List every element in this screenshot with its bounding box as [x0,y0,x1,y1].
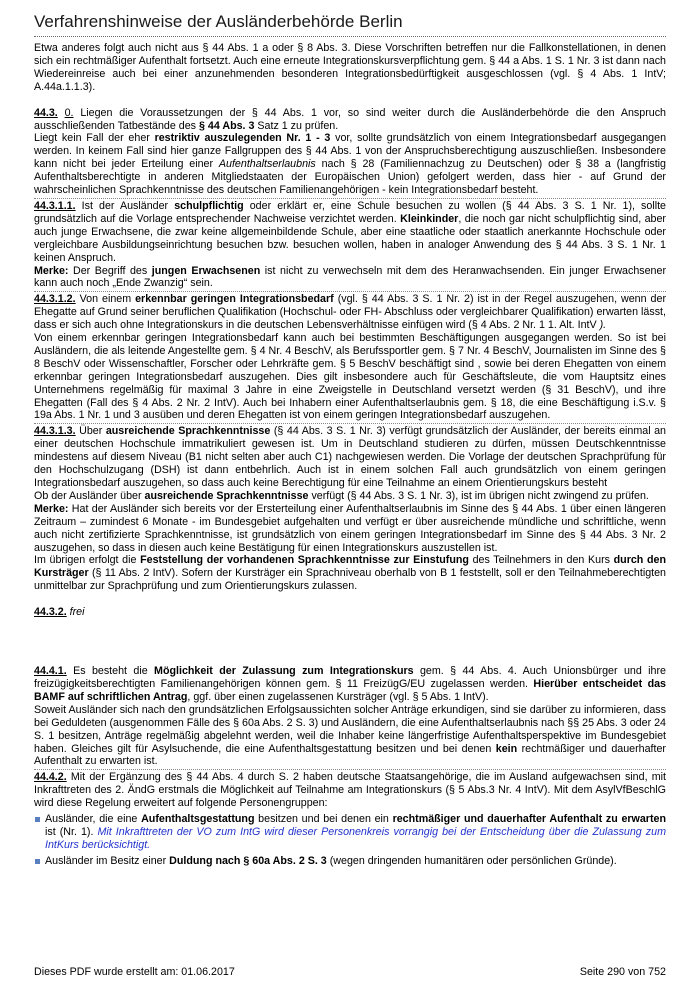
paragraph-text: (§ 11 Abs. 2 IntV). Sofern der Kursträger ein Sprachniveau oberhalb von B 1 feststellt, soll er den Teilnahmeberechtigten unmittelbar zur Sprachprüfung und zum Orientierungskurs zulassen. [34,567,666,593]
paragraph-intro [34,42,666,94]
paragraph-text: Es besteht die [66,665,155,678]
emphasis: erkennbar geringen Integrationsbedarf [135,293,334,306]
paragraph-text: Der Begriff des [68,264,152,277]
emphasis: ausreichende Sprachkenntnisse [105,425,271,438]
section-number: 44.3.1.1. [34,199,76,212]
page-footer [34,966,666,978]
section-44-4-2 [34,771,666,810]
section-44-3-2 [34,606,666,619]
note-label: Merke: [34,502,69,515]
emphasis: Möglichkeit der Zulassung zum Integrationskurs [154,665,414,678]
paragraph-text: (vgl. § 44 Abs. 3 S. 1 Nr. 2) ist in der Regel auszugehen, wenn der Ehegatte auf Grund seiner beruflichen Qualifikation (Hochschul- oder FH- Abschluss oder vergleichbarer Qualifikation) erwarten lässt, dass er sich auch ohne Integrationskurs in die deutschen Lebensverhältnisse einfügen wird (§ 4 Abs. 2 Nr. 1 1. Alt. IntV [34,293,666,332]
paragraph-text: Über [75,425,106,438]
section-number: 44.3. [34,106,58,119]
paragraph-text: , die noch gar nicht schulpflichtig sind, aber auch junge Erwachsene, die zwar keine allgemeinbildende Schule, aber eine staatliche oder staatlich anerkannte Hochschule oder vergleichbare Ausbildungseinrichtung besuchen bzw. besuchen wollen, haben in analoger Anwendung des § 44 Abs. 3 S. 1 Nr. 1 keinen Anspruch. [34,212,666,264]
paragraph-text: Von einem erkennbar geringen Integrationsbedarf kann auch bei bestimmten Beschäftigungen ausgegangen werden. So ist bei Ausländern, die als leitende Angestellte gem. § 4 Nr. 4 BeschV, als Berufssportler gem. § 7 Nr. 4 BeschV, Journalisten im Sinne des § 8 BeschV oder Wissenschaftler, Forscher oder Lehrkräfte gem. § 5 BeschV beschäftigt sind , sowie bei deren Ehegatten von einem erkennbar geringen Integrationsbedarf auszugehen. Dies gilt insbesondere auch für Geschäftsleute, die vom Hauptsitz eines Unternehmens regelmäßig für maximal 3 Jahre in eine Zweigstelle in Deutschland versetzt werden (§ 31 BeschV), und ihre Ehegatten (Fall des § 4 Abs. 2 Nr. 2 IntV). Auch bei Inhabern einer Aufenthaltserlaubnis gem. § 18, die eine Beschäftigung i.S.v. § 19a Abs. 1 Nr. 1 und 3 ausüben und deren Ehegatten ist von einem geringen Integrationsbedarf auszugehen. [34,332,666,422]
paragraph-text: nach § 28 (Familiennachzug zu Deutschen) oder § 38 a (langfristig Aufenthaltsberechtigte in anderen Mitgliedstaaten der Europäischen Union) gefolgert werden, dass hier - auf Grund der wahrscheinlichen Sprachkenntnisse des deutschen Familienangehörigen - kein Integrationsbedarf besteht. [34,158,666,197]
paragraph-language-check [34,490,666,503]
paragraph-text: Ausländer im Besitz einer [45,854,170,867]
paragraph-text: oder erklärt er, eine Schule besuchen zu wollen (§ 44 Abs. 3 S. 1 Nr. 1), sollte grundsätzlich auf die Vorlage entsprechender Nachweise verzichtet werden. [34,199,666,225]
note-label: Merke: [34,264,69,277]
footer-page-number: Seite 290 von 752 [579,966,666,978]
paragraph-text: Liegen die Voraussetzungen der § 44 Abs. 1 vor, so sind weiter durch die Ausländerbehörde die den Anspruch ausschließenden Tatbestände des [34,106,666,132]
emphasis: Aufenthaltsgestattung [141,813,255,826]
italic-term: Aufenthaltserlaubnis [218,158,316,171]
paragraph-text: Ausländer, die eine [45,813,142,826]
emphasis: durch den Kursträger [34,554,666,580]
section-44-3-1-3 [34,425,666,490]
italic-term: frei [66,606,85,619]
paragraph-text: Ist der Ausländer [75,199,175,212]
document-body [34,42,666,868]
section-44-3-1-2 [34,293,666,332]
paragraph-text: des Teilnehmers in den Kurs [468,554,614,567]
paragraph-text: Hat der Ausländer sich bereits vor der Ersterteilung einer Aufenthaltserlaubnis im Sinne des § 44 Abs. 1 über einen längeren Zeitraum – zumindest 6 Monate - im Bundesgebiet aufgehalten und verfügt er über ausreichende mündliche und schriftliche, wenn auch nicht zertifizierte Sprachkenntnisse, ist grundsätzlich von einem geringen Integrationsbedarf im Sinne des § 44 Abs. 3 Nr. 2 auszugehen, so dass in diesen auch keine Bestätigung für einen Integrationskurs auszustellen ist. [34,502,666,554]
paragraph-text: verfügt (§ 44 Abs. 3 S. 1 Nr. 3), ist im übrigen nicht zwingend zu prüfen. [308,489,649,502]
section-44-4-1 [34,665,666,704]
paragraph-text: Soweit Ausländer sich nach den grundsätzlichen Erfolgsaussichten solcher Anträge erkundigen, sind sie darüber zu informieren, dass bei Geduldeten (ausgenommen Fälle des § 60a Abs. 2 S. 3) und Ausländern, die eine Aufenthaltserlaubnis nach §§ 25 Abs. 3 oder 24 S. 1 besitzen, Anträge regelmäßig abgelehnt werden, weil die Inhaber keine längerfristige Aufenthaltsperspektive im Bundesgebiet haben. Gleiches gilt für Asylsuchende, die eine Aufenthaltsgestattung besitzen und bei denen [34,703,666,755]
paragraph-text: rechtmäßiger und dauerhafter Aufenthalt zu erwarten ist. [34,742,666,768]
emphasis: Duldung nach § 60a Abs. 2 S. 3 [169,854,327,867]
paragraph-text: Von einem [75,293,136,306]
divider [34,291,666,292]
header-divider [34,36,666,37]
section-number: 44.4.2. [34,771,67,784]
paragraph-employment [34,332,666,422]
bullet-square-icon [35,817,40,822]
paragraph-text: Ob der Ausländer über [34,489,145,502]
emphasis: ausreichende Sprachkenntnisse [144,489,309,502]
paragraph-asylum-info [34,704,666,769]
section-number: 44.3.2. [34,606,67,619]
section-subnumber: 0. [64,106,74,119]
section-number: 44.3.1.3. [34,425,76,438]
footer-created-date: Dieses PDF wurde erstellt am: 01.06.2017 [34,966,235,978]
emphasis: jungen Erwachsenen [151,264,261,277]
section-44-3-0 [34,107,666,133]
paragraph-course-placement [34,554,666,593]
emphasis: kein [495,742,518,755]
paragraph-text: (§ 44 Abs. 3 S. 1 Nr. 3) verfügt grundsätzlich der Ausländer, der bereits einmal an einer deutschen Hochschule immatrikuliert gewesen ist. Um in Deutschland studieren zu dürfen, müssen Deutschkenntnisse mindestens auf diesem Niveau (B1 nicht selten aber auch C1) nachgewiesen werden. Die Vorlage der deutschen Sprachprüfung für den Hochschulzugang (DSH) ist dann entbehrlich. Auch ist in einem solchen Fall auch grundsätzlich von einem geringen Integrationsbedarf auszugehen, so dass auch keine Berechtigung für eine Teilnahme an einem Orientierungskurs besteht [34,425,666,489]
list-item [34,855,666,868]
emphasis: Kleinkinder [400,212,459,225]
note-merke-2 [34,503,666,555]
emphasis: restriktiv auszulegenden Nr. 1 - 3 [154,132,331,145]
emphasis: schulpflichtig [174,199,244,212]
paragraph-text: Liegt kein Fall der eher [34,132,155,145]
divider [34,198,666,199]
emphasis: Feststellung der vorhandenen Sprachkenntnisse zur Einstufung [140,554,469,567]
paragraph-text: ist (Nr. 1). [45,825,98,838]
section-number: 44.4.1. [34,665,67,678]
paragraph-text: vor, sollte grundsätzlich von einem Integrationsbedarf ausgegangen werden. In keinem Fall sind hier ganze Fallgruppen des § 44 Abs. 1 von der Anspruchsberechtigung auszuschließen. Insbesondere kann nicht bei jeder Erteilung einer [34,132,667,171]
paragraph-text: Im übrigen erfolgt die [34,554,141,567]
italic-term: ). [599,319,607,332]
section-number: 44.3.1.2. [34,293,76,306]
paragraph-text: ist nicht zu verwechseln mit dem des Heranwachsenden. Ein junger Erwachsener kann auch noch „Ende Zwanzig“ sein. [34,264,667,290]
emphasis: rechtmäßiger und dauerhafter Aufenthalt zu erwarten [392,813,667,826]
paragraph-text: Mit der Ergänzung des § 44 Abs. 4 durch S. 2 haben deutsche Staatsangehörige, die im Ausland aufgewachsen sind, mit Inkrafttreten des 2. ÄndG erstmals die Möglichkeit auf Teilnahme am Integrationskurs (§ 5 Abs.3 Nr. 4 IntV). Mit dem AsylVfBeschlG wird diese Regelung erweitert auf folgende Personengruppen: [34,771,666,810]
page-header-title: Verfahrenshinweise der Ausländerbehörde Berlin [34,12,403,31]
divider [34,769,666,770]
paragraph-text: Satz 1 zu prüfen. [254,119,339,132]
note-merke-1 [34,265,666,291]
paragraph-text: gem. § 44 Abs. 4. Auch Unionsbürger und ihre freizügigkeitsberechtigten Familienangehörigen können gem. § 11 FreizügG/EU zugelassen werden. [34,665,666,690]
emphasis: § 44 Abs. 3 [198,119,255,132]
bullet-square-icon [35,859,40,864]
paragraph-text: , ggf. über einen zugelassenen Kursträger (vgl. § 5 Abs. 1 IntV). [187,690,489,703]
emphasis: Hierüber entscheidet das BAMF auf schriftlichen Antrag [34,677,666,703]
list-item [34,813,666,852]
divider [34,423,666,424]
paragraph-text: Etwa anderes folgt auch nicht aus § 44 Abs. 1 a oder § 8 Abs. 3. Diese Vorschriften betreffen nur die Fallkonstellationen, in denen sich ein rechtmäßiger Aufenthalt fortsetzt. Auch eine erneute Integrationskursverpflichtung gem. § 44 a Abs. 1 S. 1 Nr. 3 ist dann nach Wiedereinreise auch bei einer anzunehmenden besonderen Integrationsbedürftigkeit ausgeschlossen (vgl. § 4 Abs. 1 IntV; A.44a.1.1.3). [34,42,666,93]
section-44-3-1-1 [34,200,666,265]
paragraph-text: besitzen und bei denen ein [254,813,393,826]
highlighted-note: Mit Inkrafttreten der VO zum IntG wird dieser Personenkreis vorrangig bei der Entscheidung über die Zulassung zum IntKurs berücksichtigt. [45,825,666,851]
paragraph-text: (wegen dringenden humanitären oder persönlichen Gründe). [326,854,617,867]
paragraph-integration-need [34,132,666,197]
